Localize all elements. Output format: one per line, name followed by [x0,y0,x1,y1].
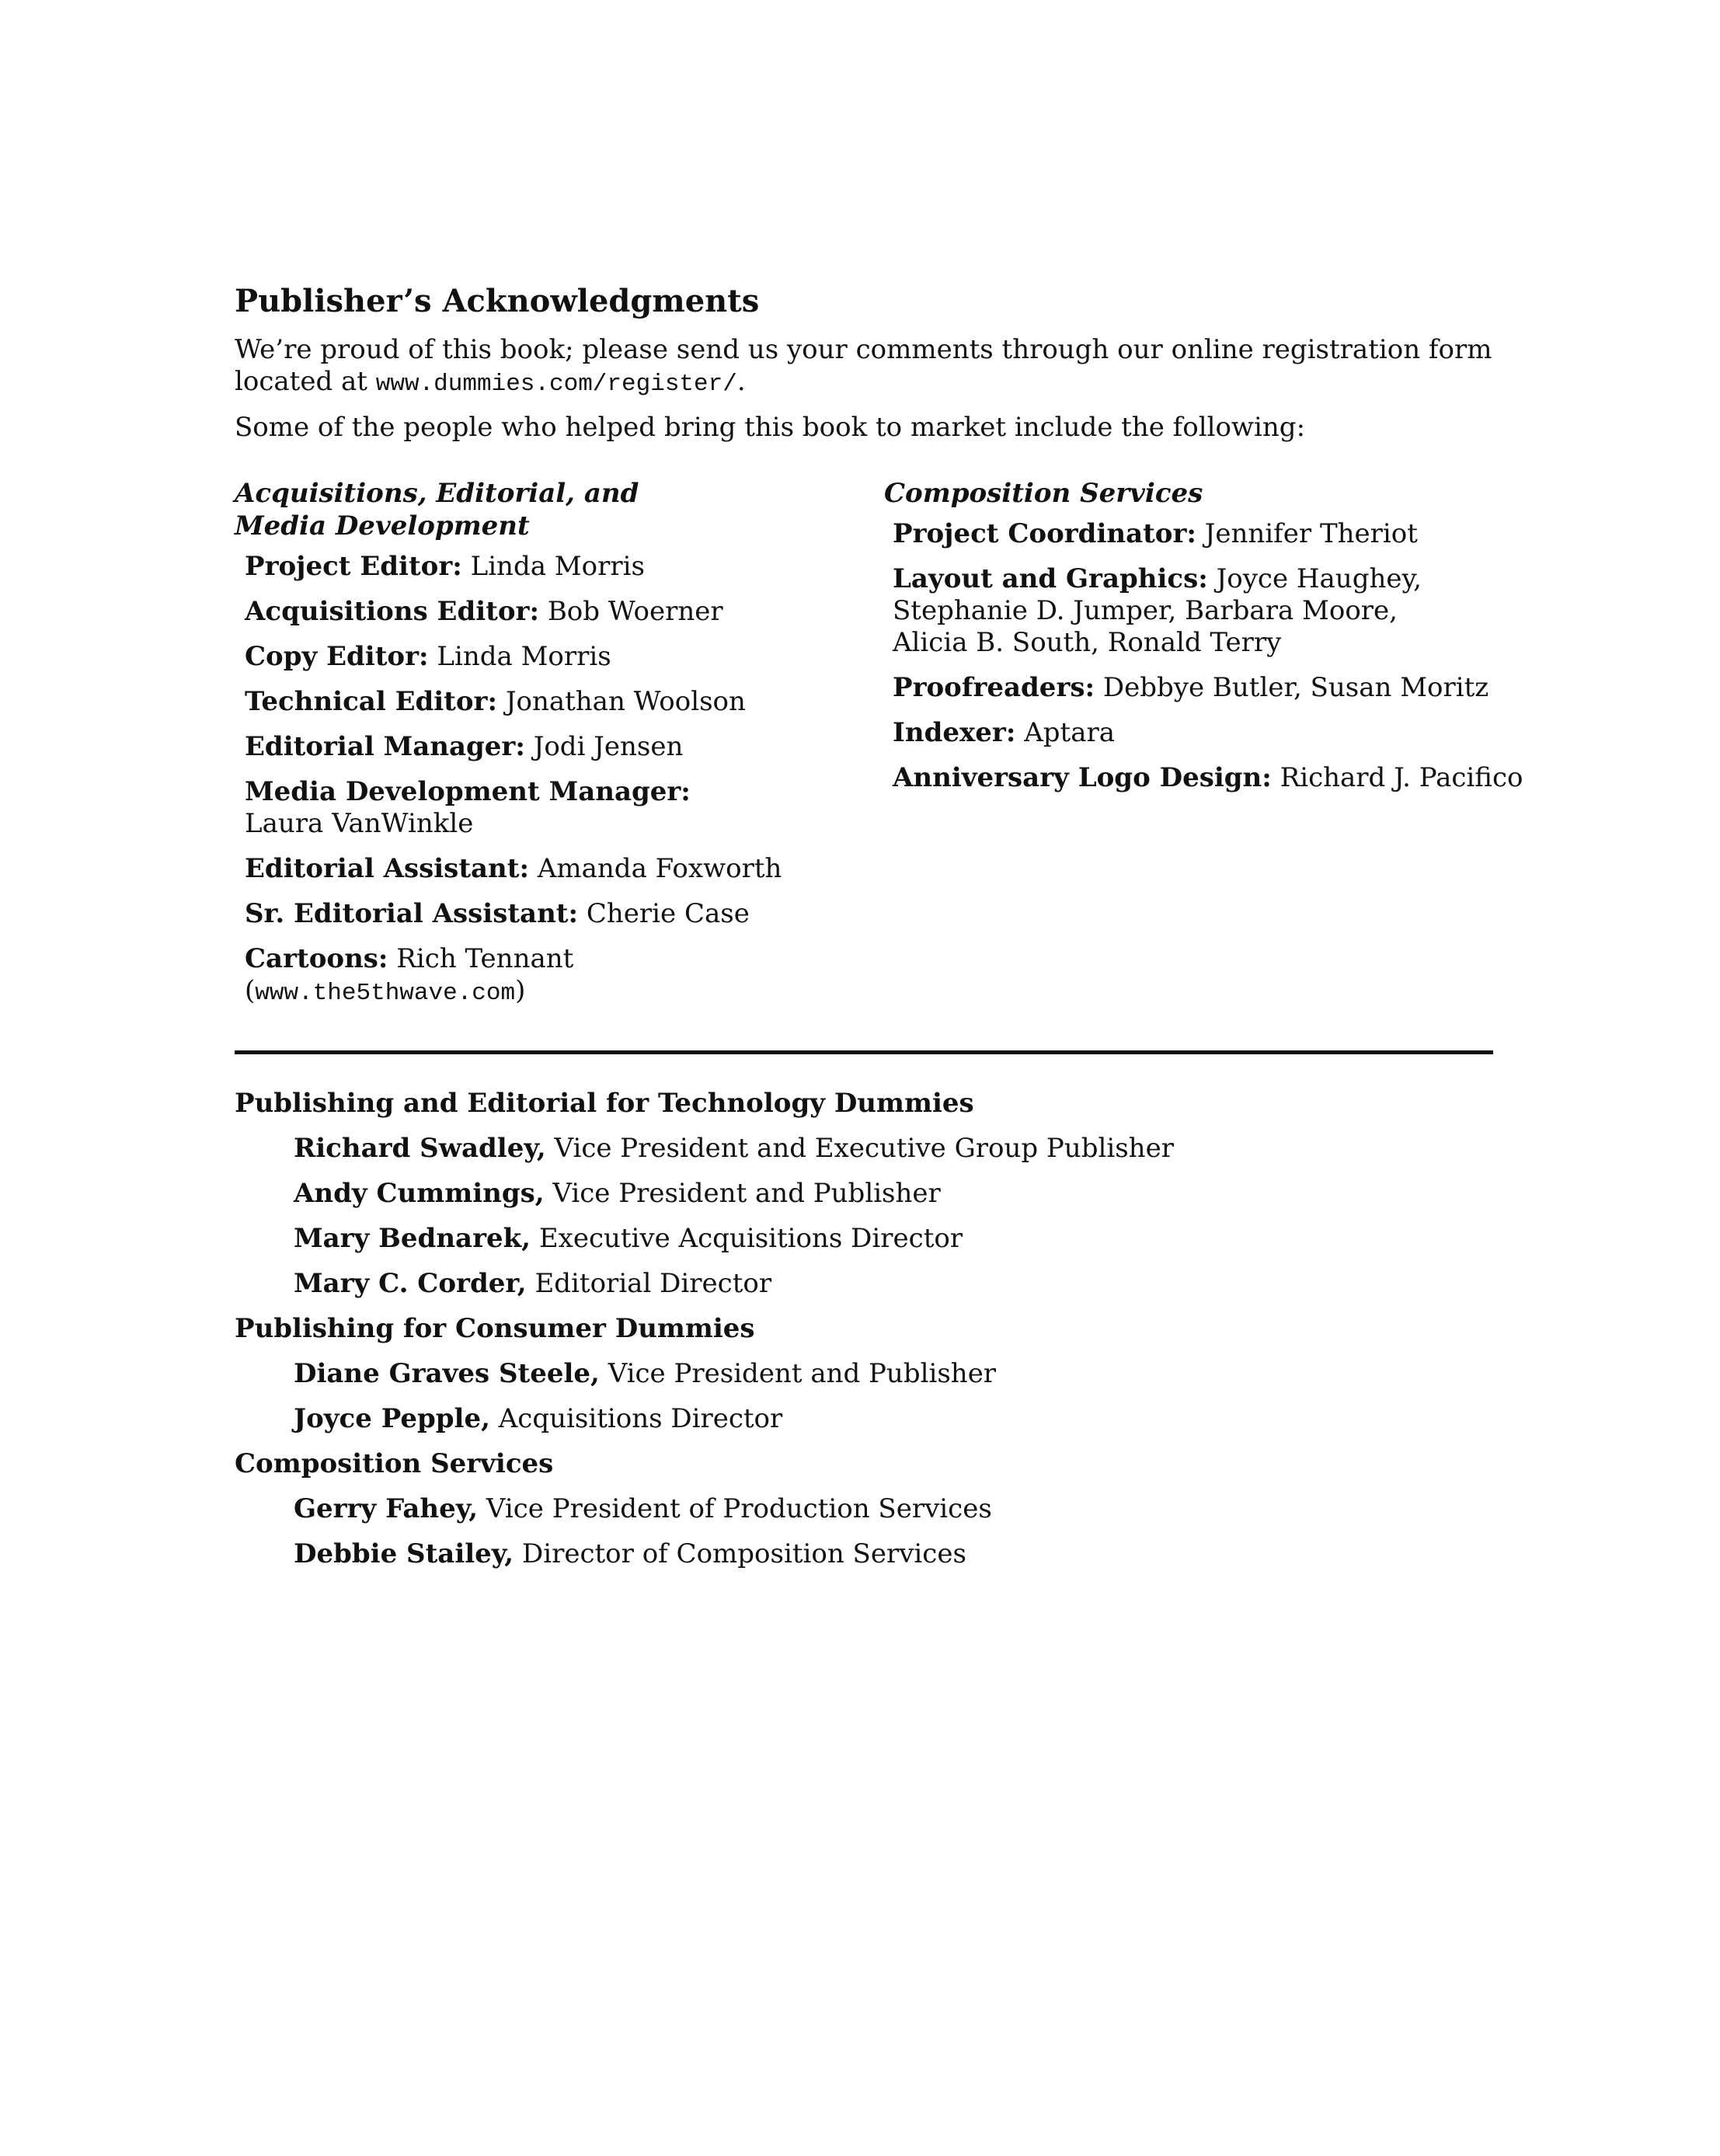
credit-names: Amanda Foxworth [537,853,782,884]
credit-names: Jonathan Woolson [505,686,746,717]
person-title: Executive Acquisitions Director [538,1223,963,1254]
intro-end: . [736,366,746,397]
person-title: Director of Composition Services [521,1538,966,1569]
credit-role: Indexer: [893,717,1016,748]
credit-acquisitions-editor [245,596,903,628]
credit-editorial-assistant [245,853,903,885]
acquisitions-column [235,477,903,1009]
division-person [294,1538,1633,1570]
division-person [294,1133,1633,1165]
credit-role: Media Development Manager: [245,776,691,807]
person-title: Acquisitions Director [498,1403,783,1434]
credit-layout-graphics [893,563,1676,659]
registration-url: www.dummies.com/register/ [375,371,737,398]
credit-cartoons [245,943,903,1009]
credit-proofreaders [893,672,1676,704]
composition-column [884,477,1676,794]
credit-editorial-manager [245,731,903,763]
cartoons-url: www.the5thwave.com [255,980,516,1007]
credit-names: Aptara [1024,717,1115,748]
credit-names: Joyce Haughey, [1216,563,1422,594]
division-person [294,1268,1633,1300]
acquisitions-heading-line2: Media Development [235,510,530,542]
person-title: Vice President and Executive Group Publisher [554,1133,1174,1164]
credit-project-editor [245,551,903,583]
person-title: Vice President of Production Services [486,1493,992,1524]
section-divider [235,1050,1493,1054]
credit-role: Project Coordinator: [893,518,1196,549]
division-heading: Composition Services [235,1448,554,1479]
credit-role: Sr. Editorial Assistant: [245,898,579,929]
intro-paragraph [235,334,1555,400]
credit-role: Editorial Manager: [245,731,525,762]
credit-role: Layout and Graphics: [893,563,1208,594]
divisions-section [235,1088,1633,1570]
division-person [294,1223,1633,1255]
credit-media-development-manager [245,776,903,840]
division-person [294,1178,1633,1210]
credit-names: Jennifer Theriot [1204,518,1418,549]
credit-role: Technical Editor: [245,686,498,717]
composition-heading [884,477,1676,510]
credit-role: Project Editor: [245,551,462,582]
person-title: Vice President and Publisher [552,1178,941,1209]
credit-names: Laura VanWinkle [245,808,474,839]
person-name: Mary C. Corder, [294,1268,527,1299]
person-name: Joyce Pepple, [294,1403,490,1434]
helpers-paragraph: Some of the people who helped bring this book to market include the following: [235,412,1306,443]
division-person [294,1403,1633,1435]
credit-names: Linda Morris [437,641,611,672]
credit-indexer [893,717,1676,749]
credit-names: Bob Woerner [547,596,723,627]
credit-names: Richard J. Pacifico [1280,762,1523,793]
person-name: Andy Cummings, [294,1178,545,1209]
credit-logo-design [893,762,1676,794]
person-title: Vice President and Publisher [608,1358,997,1389]
credit-role: Editorial Assistant: [245,853,530,884]
division-heading: Publishing and Editorial for Technology Dummies [235,1088,974,1119]
credit-names: Jodi Jensen [533,731,684,762]
person-name: Richard Swadley, [294,1133,546,1164]
credit-project-coordinator [893,518,1676,550]
credit-names: Rich Tennant [396,943,574,974]
person-name: Diane Graves Steele, [294,1358,600,1389]
credit-copy-editor [245,641,903,673]
credit-names-line3: Alicia B. South, Ronald Terry [893,627,1282,658]
person-name: Gerry Fahey, [294,1493,479,1524]
intro-text: We’re proud of this book; please send us your comments through our online registration form located at [235,334,1492,397]
credit-role: Copy Editor: [245,641,429,672]
credit-role: Anniversary Logo Design: [893,762,1272,793]
credit-role: Acquisitions Editor: [245,596,539,627]
division-person [294,1493,1633,1525]
division-person [294,1358,1633,1390]
credit-names: Linda Morris [470,551,645,582]
cartoons-url-line: (www.the5thwave.com) [245,975,526,1007]
credit-names: Cherie Case [586,898,750,929]
credit-names: Debbye Butler, Susan Moritz [1102,672,1489,703]
credit-technical-editor [245,686,903,718]
person-title: Editorial Director [534,1268,772,1299]
credit-role: Proofreaders: [893,672,1095,703]
person-name: Debbie Stailey, [294,1538,514,1569]
division-heading: Publishing for Consumer Dummies [235,1313,755,1344]
acquisitions-heading [235,477,903,542]
credit-names-line2: Stephanie D. Jumper, Barbara Moore, [893,595,1398,626]
person-name: Mary Bednarek, [294,1223,531,1254]
credit-sr-editorial-assistant [245,898,903,930]
composition-heading-text: Composition Services [884,478,1203,509]
acquisitions-heading-line1: Acquisitions, Editorial, and [235,478,639,509]
page-title: Publisher’s Acknowledgments [235,283,760,319]
credit-role: Cartoons: [245,943,388,974]
